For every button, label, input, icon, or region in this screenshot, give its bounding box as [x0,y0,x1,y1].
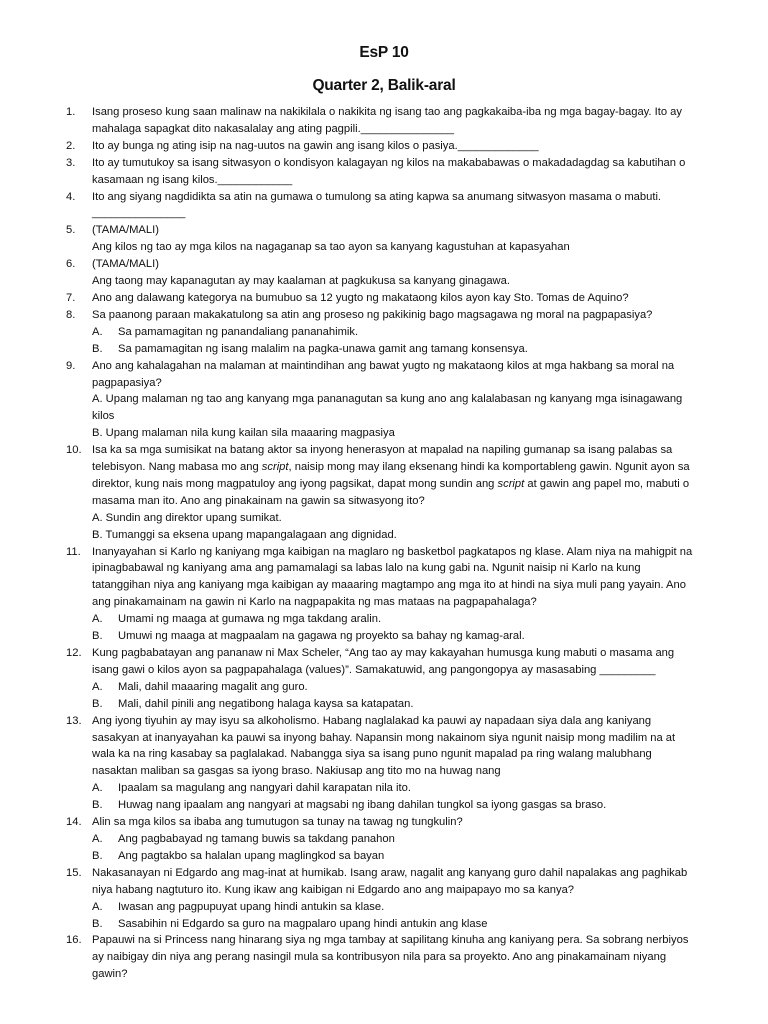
question-text: Ito ay bunga ng ating isip na nag-uutos na gawin ang isang kilos o pasiya._____________ [92,139,539,152]
page-title: EsP 10 [359,44,409,61]
question-16 [66,932,722,983]
question-3 [66,155,722,189]
question-text: tatanggihan niya ang kaniyang mga kaibigan ay maaaring magtampo ang mga ito at hindi na siya muli pang yayain. Ano [92,579,686,592]
question-text: masama man ito. Ano ang pinakainam na gawin sa sitwasyong ito? [92,494,425,507]
option-b: B. Mali, dahil pinili ang negatibong halaga kaysa sa katapatan. [92,697,414,710]
option-b: B. Huwag nang ipaalam ang nangyari at magsabi ng ibang dahilan tungkol sa iyong gasgas sa braso. [92,799,607,812]
question-text: ay naibigay din niya ang perang nasingil mula sa kontribusyon nila para sa proyekto. Ano ang pinakamainam niyang [92,951,667,964]
question-number: 14. [66,816,82,829]
question-number: 8. [66,308,76,321]
question-14 [66,814,722,865]
question-8 [66,307,722,358]
question-text: Alin sa mga kilos sa ibaba ang tumutugon sa tunay na tawag ng tungkulin? [92,816,463,829]
question-text: telebisyon. Nang mabasa mo ang script, naisip mong may ilang eksenang hindi ka komportableng gawin. Ngunit ayon sa [92,461,690,474]
question-10 [66,442,722,543]
option-a: A. Sundin ang direktor upang sumikat. [92,511,282,524]
question-text: Isa ka sa mga sumisikat na batang aktor sa inyong henerasyon at mapalad na napiling gumanap sa isang palabas sa [92,444,673,457]
option-a: A. Sa pamamagitan ng panandaliang pananahimik. [92,325,359,338]
question-text: mahalaga sapagkat dito nakasalalay ang ating pagpili._______________ [92,122,455,135]
question-number: 1. [66,106,76,118]
question-11 [66,544,722,645]
question-6 [66,256,722,290]
question-text: Ano ang kahalagahan na malaman at maintindihan ang bawat yugto ng makataong kilos at mga hakbang sa moral na [92,359,675,372]
option-a: A. Upang malaman ng tao ang kanyang mga pananagutan sa kung ano ang kalalabasan ng kanyang mga isinagawang [92,393,683,406]
question-text: Ang iyong tiyuhin ay may isyu sa alkoholismo. Habang naglalakad ka pauwi ay napadaan siya dala ang kaniyang [92,714,652,727]
question-15 [66,865,722,933]
question-text: Ano ang dalawang kategorya na bumubuo sa 12 yugto ng makataong kilos ayon kay Sto. Tomas de Aquino? [92,291,629,304]
option-a: A. Umami ng maaga at gumawa ng mga takdang aralin. [92,613,382,626]
question-text: niya habang nagtuturo ito. Kung ikaw ang kaibigan ni Edgardo ano ang maipapayo mo sa kanya? [92,883,575,896]
question-number: 12. [66,647,82,659]
question-text: wala ka na ring kasabay sa paglalakad. Nabangga siya sa isang puno ngunit mapalad pa ring walang malubhang [92,748,652,761]
question-number: 13. [66,714,82,727]
option-b: B. Tumanggi sa eksena upang mapangalagaan ang dignidad. [92,528,397,541]
question-text: Ang taong may kapanagutan ay may kaalaman at pagkukusa sa kanyang ginagawa. [92,275,510,288]
question-text: Inanyayahan si Karlo ng kaniyang mga kaibigan na maglaro ng basketbol pagkatapos ng klase. Alam niya na mahigpit na [92,545,693,558]
option-a: A. Iwasan ang pagpupuyat upang hindi antukin sa klase. [92,900,385,913]
question-number: 2. [66,139,76,152]
page-subtitle: Quarter 2, Balik-aral [312,77,456,94]
question-7 [66,290,722,307]
question-text: kasamaan ng isang kilos.____________ [92,173,293,186]
question-9 [66,358,722,443]
question-12 [66,645,722,713]
question-text: Sa paanong paraan makakatulong sa atin ang proseso ng pakikinig bago magsagawa ng moral na pagpapasiya? [92,308,653,321]
question-text: gawin? [92,968,128,981]
question-text: Papauwi na si Princess nang hinarang siya ng mga tambay at sapilitang kinuha ang kaniyang pera. Sa sobrang nerbiyos [92,934,689,947]
question-number: 7. [66,291,76,304]
question-text: Ang kilos ng tao ay mga kilos na nagaganap sa tao ayon sa kanyang kagustuhan at kapasyahan [92,241,570,254]
question-text: Ito ay tumutukoy sa isang sitwasyon o kondisyon kalagayan ng kilos na makababawas o makadadagdag sa kabutihan o [92,156,686,169]
question-number: 3. [66,156,76,169]
option-a: A. Mali, dahil maaaring magalit ang guro. [92,680,308,693]
question-text: sasakyan at inanyayahan ka pauwi sa inyong bahay. Napansin mong nakainom siya ngunit naisip mong madilim na at [92,731,676,744]
option-b: B. Sa pamamagitan ng isang malalim na pagka-unawa gamit ang tamang konsensya. [92,342,528,355]
option-a-continued: kilos [92,410,115,423]
question-number: 10. [66,444,82,457]
question-2 [66,138,722,155]
question-text: Nakasanayan ni Edgardo ang mag-inat at humikab. Isang araw, nagalit ang kanyang guro dahil napalakas ang paghikab [92,866,688,879]
option-b: B. Ang pagtakbo sa halalan upang maglingkod sa bayan [92,849,385,862]
question-text: Ito ang siyang nagdidikta sa atin na gumawa o tumulong sa ating kapwa sa anumang sitwasyon masama o mabuti. [92,190,662,203]
option-b: B. Sasabihin ni Edgardo sa guro na magpalaro upang hindi antukin ang klase [92,917,488,930]
question-1 [66,104,722,138]
option-b: B. Upang malaman nila kung kailan sila maaaring magpasiya [92,427,395,440]
question-number: 16. [66,934,82,947]
question-text: Isang proseso kung saan malinaw na nakikilala o nakikita ng isang tao ang pagkakaiba-iba ng mga bagay-bagay. Ito ay [92,106,683,118]
option-a: A. Ang pagbabayad ng tamang buwis sa takdang panahon [92,832,395,845]
question-5 [66,222,722,256]
question-text: ipinagbabawal ng kaniyang ama ang pamamalagi sa labas lalo na kung gabi na. Ngunit naisip ni Karlo na kung [92,562,641,575]
question-list [66,104,722,983]
question-text: direktor, kung nais mong magpatuloy ang iyong pagsikat, dapat mong sundin ang script at gawin ang papel mo, mabuti o [92,477,690,490]
question-number: 11. [66,545,81,558]
question-text: Kung pagbabatayan ang pananaw ni Max Scheler, “Ang tao ay may kakayahan humusga kung mabuti o masama ang [92,647,675,659]
option-b: B. Umuwi ng maaga at magpaalam na gagawa ng proyekto sa bahay ng kamag-aral. [92,630,525,643]
question-text: ang pinakamainam na gawin ni Karlo na nagpapakita ng mas mataas na pagpapahalaga? [92,596,537,609]
question-4 [66,189,722,223]
true-false-label: (TAMA/MALI) [92,258,159,271]
question-number: 15. [66,866,82,879]
question-13 [66,713,722,814]
question-number: 4. [66,190,76,203]
option-a: A. Ipaalam sa magulang ang nangyari dahil karapatan nila ito. [92,782,411,795]
question-number: 6. [66,258,76,271]
question-text: nasaktan maliban sa gasgas sa iyong braso. Nakiusap ang tito mo na huwag nang [92,765,501,778]
true-false-label: (TAMA/MALI) [92,224,159,237]
question-text: pagpapasiya? [92,376,162,389]
answer-blank: _______________ [92,207,186,220]
question-number: 9. [66,359,76,372]
question-text: isang gawi o kilos ayon sa pagpapahalaga (values)”. Samakatuwid, ang pangongopya ay masasabing _________ [92,663,656,676]
question-number: 5. [66,224,76,237]
